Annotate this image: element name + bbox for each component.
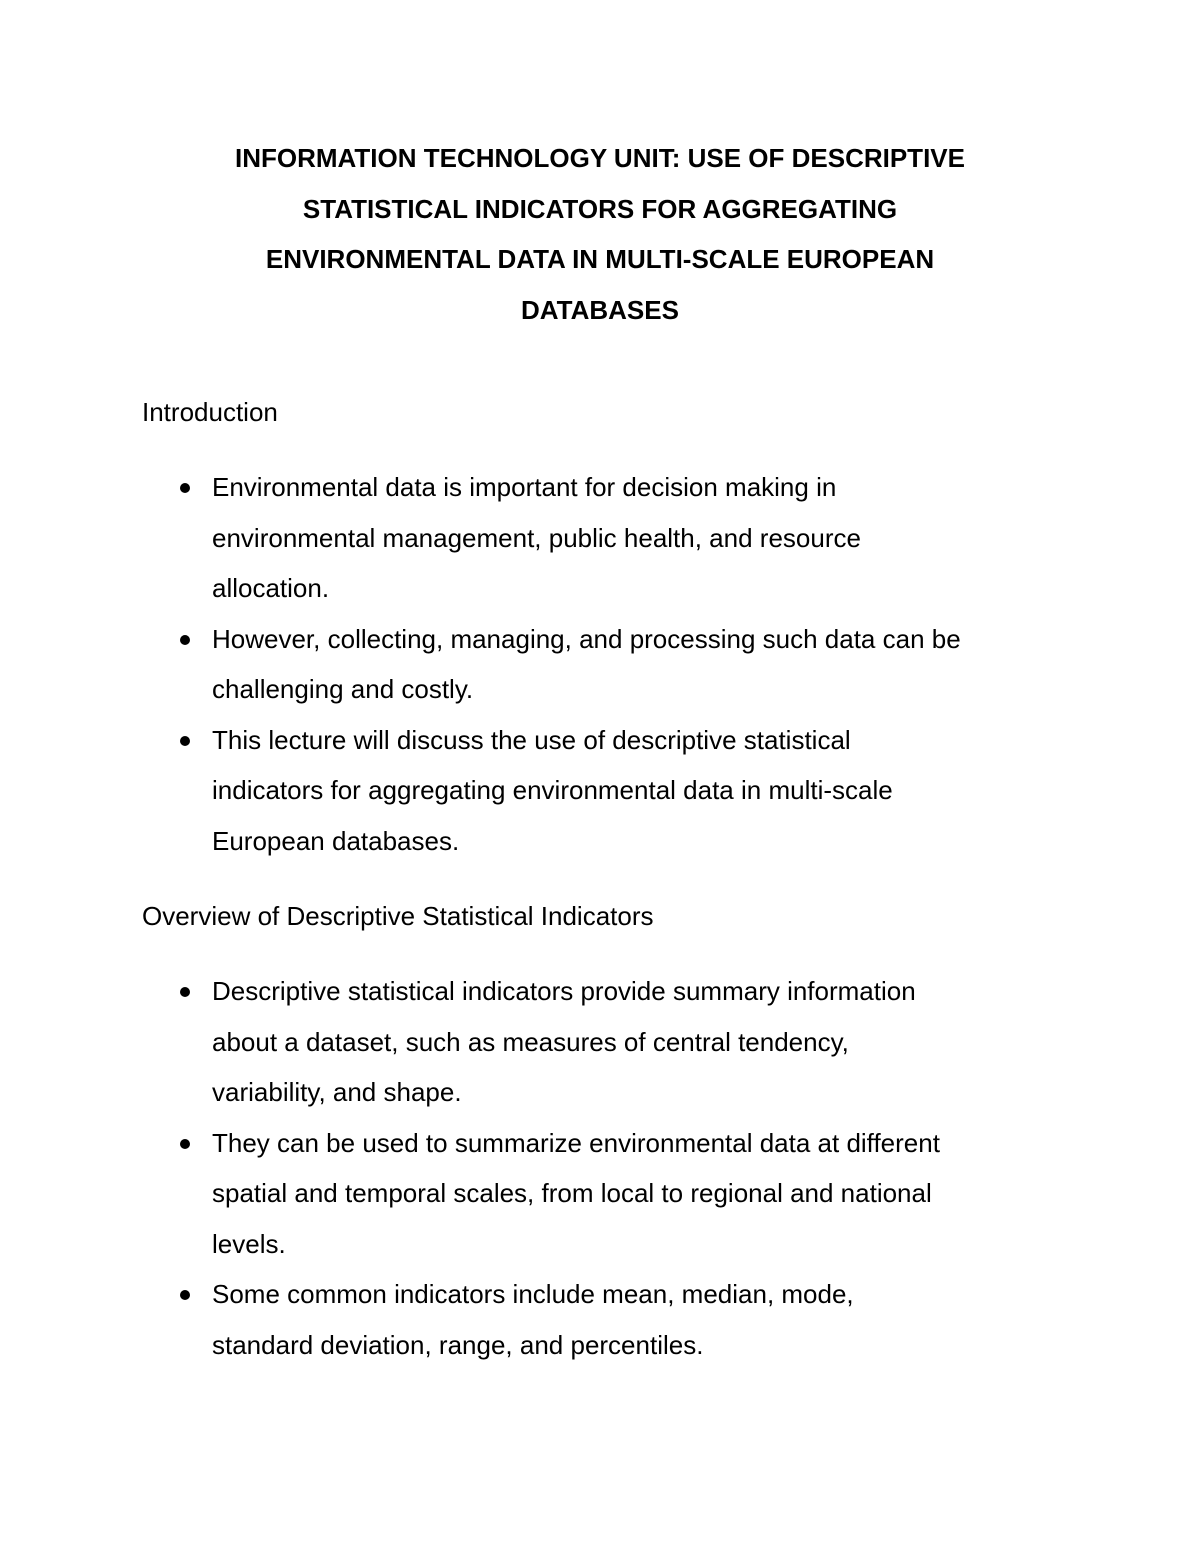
list-item-line: Environmental data is important for decision making in [212,472,837,502]
document-title [140,133,1060,335]
bullet-icon [180,987,190,997]
list-item [142,1118,1102,1270]
title-line: ENVIRONMENTAL DATA IN MULTI-SCALE EUROPEAN [265,244,935,274]
list-item-line: This lecture will discuss the use of descriptive statistical [212,724,851,755]
section-heading-introduction: Introduction [142,397,278,427]
bullet-icon [180,1139,190,1149]
introduction-bullet-list [142,462,1102,866]
list-item-line: European databases. [212,825,460,856]
section-heading-overview: Overview of Descriptive Statistical Indicators [142,901,654,931]
bullet-icon [180,483,190,493]
list-item-line: spatial and temporal scales, from local to regional and national [212,1178,932,1208]
list-item-line: about a dataset, such as measures of central tendency, [212,1026,849,1057]
list-item-line: Descriptive statistical indicators provide summary information [212,976,916,1006]
list-item-line: They can be used to summarize environmental data at different [212,1127,940,1158]
list-item [142,614,1102,715]
list-item-line: challenging and costly. [212,674,474,704]
bullet-icon [180,635,190,645]
list-item-line: variability, and shape. [212,1077,462,1107]
overview-bullet-list [142,966,1102,1370]
list-item-line: environmental management, public health, and resource [212,522,861,553]
list-item-line: indicators for aggregating environmental data in multi-scale [212,775,893,805]
title-line: INFORMATION TECHNOLOGY UNIT: USE OF DESCRIPTIVE [235,143,965,173]
list-item-line: standard deviation, range, and percentiles. [212,1329,704,1360]
list-item-line: Some common indicators include mean, median, mode, [212,1279,854,1309]
title-line: STATISTICAL INDICATORS FOR AGGREGATING [302,193,898,224]
bullet-icon [180,736,190,746]
list-item-line: However, collecting, managing, and processing such data can be [212,623,961,654]
list-item-line: levels. [212,1228,286,1259]
title-line: DATABASES [521,294,679,325]
list-item [142,462,1102,614]
list-item [142,1269,1102,1370]
list-item-line: allocation. [212,573,330,603]
bullet-icon [180,1290,190,1300]
list-item [142,966,1102,1118]
list-item [142,715,1102,867]
